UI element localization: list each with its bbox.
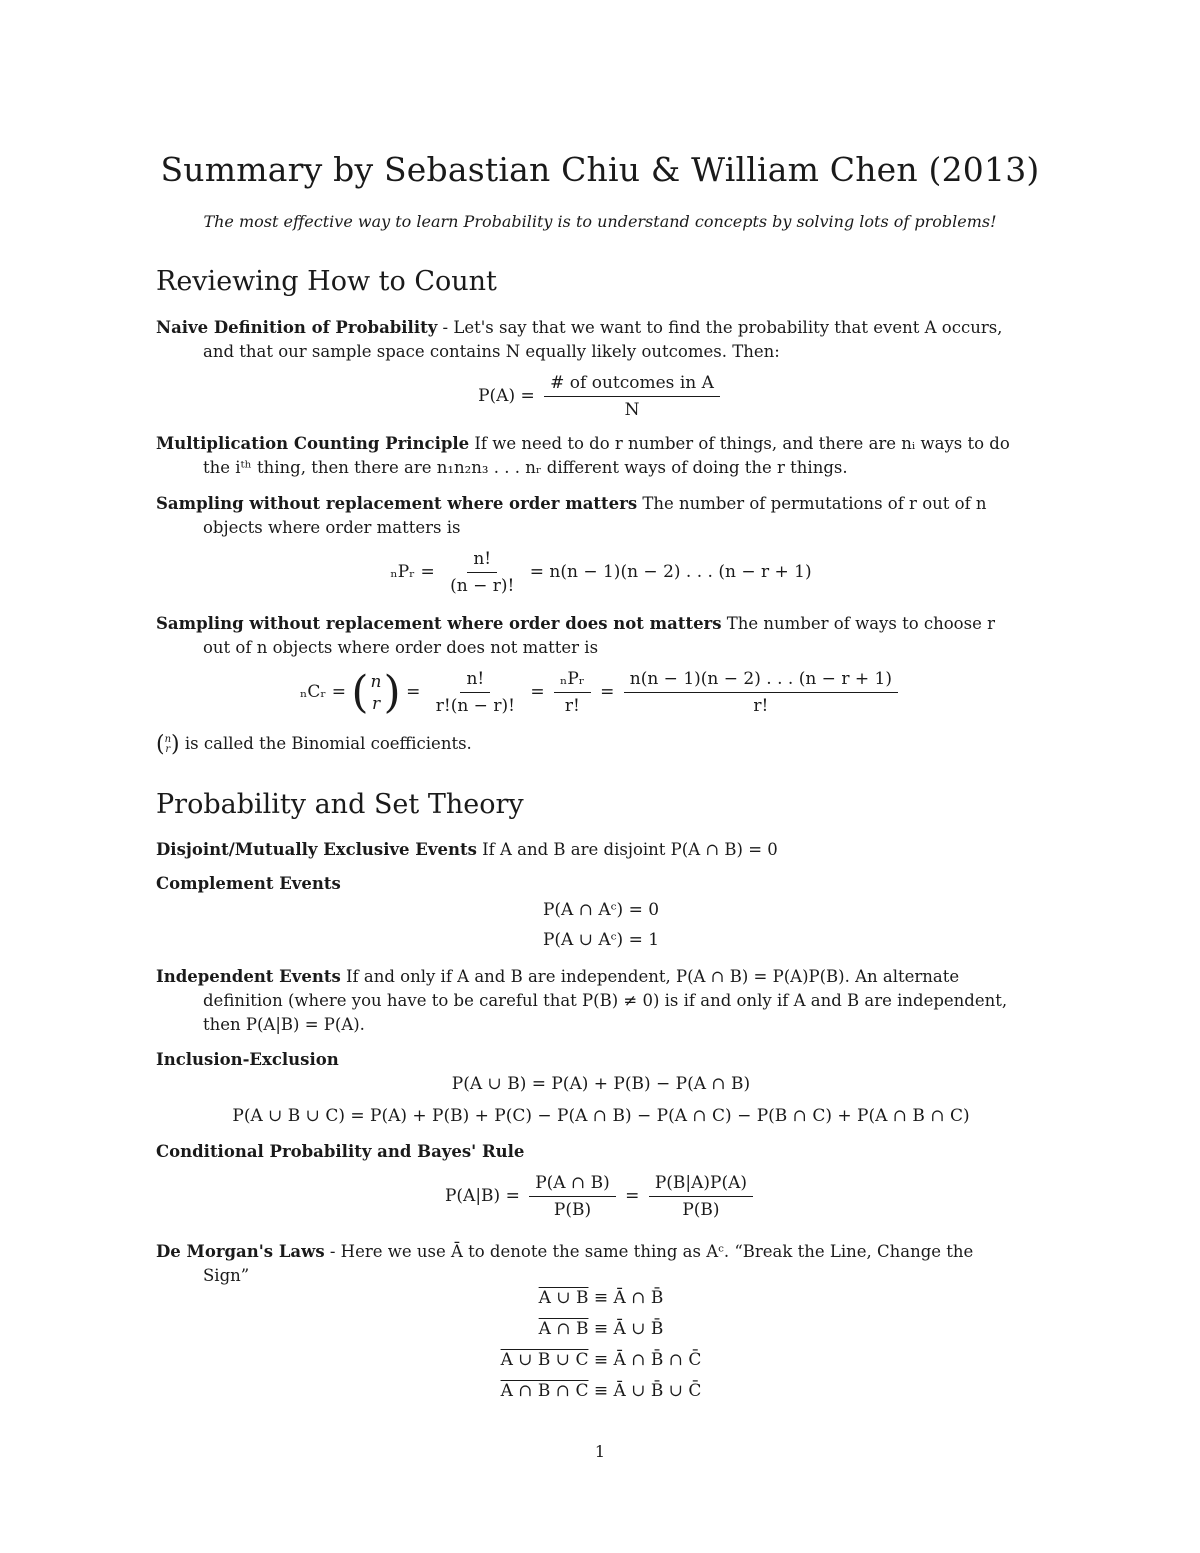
- term-permutations: Sampling without replacement where order matters: [156, 494, 638, 513]
- demorgan-l1-rhs: ≡ Ā ∩ B̄: [588, 1288, 664, 1308]
- comb-line2: out of n objects where order does not matter is: [203, 638, 599, 657]
- section-heading-counting: Reviewing How to Count: [156, 266, 497, 297]
- demorgan-l2-lhs: A ∩ B: [538, 1319, 589, 1339]
- demorgan-law-1: [156, 1286, 1046, 1310]
- complement-eq-2: P(A ∪ Aᶜ) = 1: [542, 930, 660, 950]
- bayes-f2-denominator: P(B): [682, 1200, 720, 1220]
- entry-disjoint: [156, 838, 1046, 862]
- naive-line1: - Let's say that we want to find the probability that event A occurs,: [437, 318, 1003, 337]
- demorgan-l4-rhs: ≡ Ā ∪ B̄ ∪ C̄: [588, 1381, 702, 1401]
- equation-bayes: P(A|B) = $\frac{P(A \cap B)}{P(B)}$ = $\frac{P(B|A)P(A)}{P(B)}$: [156, 1172, 1046, 1221]
- comb-fraction-1: [430, 668, 521, 717]
- comb-f3-numerator: n(n − 1)(n − 2) . . . (n − r + 1): [624, 668, 898, 693]
- bayes-f1-denominator: P(B): [553, 1200, 592, 1220]
- entry-inclusion-exclusion: [156, 1048, 1046, 1072]
- perm-numerator: n!: [467, 548, 497, 573]
- page-number: 1: [594, 1442, 606, 1461]
- comb-f1-numerator: n!: [460, 668, 490, 693]
- binomial-note-text: is called the Binomial coefficients.: [179, 734, 472, 753]
- comb-fraction-2: [554, 668, 591, 717]
- bayes-f1-numerator: P(A ∩ B): [529, 1172, 616, 1197]
- independent-line2: definition (where you have to be careful that P(B) ≠ 0) is if and only if A and B are independent,: [203, 991, 1008, 1010]
- small-binom-top: n: [164, 733, 172, 745]
- naive-denominator: N: [624, 400, 640, 420]
- section-heading-sets: Probability and Set Theory: [156, 789, 524, 820]
- perm-denominator: (n − r)!: [450, 576, 515, 596]
- inclusion-eq-2: P(A ∪ B ∪ C) = P(A) + P(B) + P(C) − P(A ∩ B) − P(A ∩ C) − P(B ∩ C) + P(A ∩ B ∩ C): [232, 1106, 970, 1126]
- comb-eq-lhs: ₙCᵣ =: [300, 682, 346, 702]
- entry-de-morgan: [156, 1240, 1046, 1288]
- comb-f3-denominator: r!: [753, 696, 769, 716]
- entry-permutations: [156, 492, 1046, 540]
- term-complement: Complement Events: [156, 874, 341, 893]
- comb-f1-denominator: r!(n − r)!: [435, 696, 515, 716]
- naive-numerator: # of outcomes in A: [544, 372, 720, 397]
- comb-line1: The number of ways to choose r: [721, 614, 995, 633]
- entry-naive-definition: [156, 316, 1046, 364]
- naive-fraction: [544, 372, 720, 421]
- demorgan-l3-rhs: ≡ Ā ∩ B̄ ∩ C̄: [588, 1350, 702, 1370]
- term-bayes: Conditional Probability and Bayes' Rule: [156, 1142, 525, 1161]
- equation-combinations: ₙCᵣ = ( n r ) = $\frac{n!}{r!(n - r)!}$ = $\frac{\text{ₙPᵣ}}{r!}$ = $\frac{n(n - 1)(n - 2) . . . (n - r + 1)}{r!}$: [156, 668, 1046, 717]
- entry-bayes: [156, 1140, 1046, 1164]
- small-binom-bottom: r: [165, 743, 171, 755]
- bayes-eq-lhs: P(A|B) =: [444, 1186, 520, 1206]
- binom-top: n: [370, 671, 382, 692]
- disjoint-text: If A and B are disjoint P(A ∩ B) = 0: [476, 840, 778, 859]
- term-combinations: Sampling without replacement where order does not matters: [156, 614, 722, 633]
- naive-eq-lhs: P(A) =: [478, 386, 535, 406]
- demorgan-l1-lhs: A ∪ B: [538, 1288, 589, 1308]
- small-binomial: ( n r ): [156, 731, 180, 757]
- bayes-fraction-1: [529, 1172, 616, 1221]
- term-inclusion-exclusion: Inclusion-Exclusion: [156, 1050, 339, 1069]
- perm-eq-rhs: = n(n − 1)(n − 2) . . . (n − r + 1): [529, 562, 812, 582]
- demorgan-l2-rhs: ≡ Ā ∪ B̄: [588, 1319, 664, 1339]
- binomial-note: [156, 732, 1046, 756]
- demorgan-line2: Sign”: [203, 1266, 250, 1285]
- comb-f2-numerator: ₙPᵣ: [554, 668, 591, 693]
- binomial-coefficient: ( n r ): [351, 666, 401, 718]
- perm-line1: The number of permutations of r out of n: [637, 494, 987, 513]
- document-title: Summary by Sebastian Chiu & William Chen (2013): [160, 150, 1040, 189]
- term-independent: Independent Events: [156, 967, 341, 986]
- demorgan-law-4: [156, 1379, 1046, 1403]
- term-disjoint: Disjoint/Mutually Exclusive Events: [156, 840, 477, 859]
- demorgan-law-2: [156, 1317, 1046, 1341]
- complement-eq-1: P(A ∩ Aᶜ) = 0: [542, 900, 660, 920]
- demorgan-l3-lhs: A ∪ B ∪ C: [500, 1350, 589, 1370]
- demorgan-line1: - Here we use Ā to denote the same thing as Aᶜ. “Break the Line, Change the: [324, 1242, 974, 1261]
- independent-line3: then P(A|B) = P(A).: [203, 1015, 365, 1034]
- document-subtitle: The most effective way to learn Probability is to understand concepts by solving lots of problems!: [203, 212, 997, 231]
- demorgan-l4-lhs: A ∩ B ∩ C: [500, 1381, 589, 1401]
- entry-combinations: [156, 612, 1046, 660]
- bayes-fraction-2: [649, 1172, 753, 1221]
- equation-naive-probability: [156, 372, 1046, 421]
- perm-eq-lhs: ₙPᵣ =: [390, 562, 435, 582]
- comb-fraction-3: [624, 668, 898, 717]
- term-de-morgan: De Morgan's Laws: [156, 1242, 325, 1261]
- term-naive-definition: Naive Definition of Probability: [156, 318, 438, 337]
- equation-permutations: [156, 548, 1046, 597]
- comb-f2-denominator: r!: [564, 696, 580, 716]
- bayes-f2-numerator: P(B|A)P(A): [649, 1172, 753, 1197]
- entry-complement: [156, 872, 1046, 896]
- inclusion-eq-1: P(A ∪ B) = P(A) + P(B) − P(A ∩ B): [451, 1074, 751, 1094]
- perm-line2: objects where order matters is: [203, 518, 461, 537]
- naive-line2: and that our sample space contains N equally likely outcomes. Then:: [203, 342, 780, 361]
- mult-line1: If we need to do r number of things, and there are nᵢ ways to do: [469, 434, 1010, 453]
- entry-multiplication-principle: [156, 432, 1046, 480]
- entry-independent: [156, 965, 1046, 1037]
- demorgan-law-3: [156, 1348, 1046, 1372]
- independent-line1: If and only if A and B are independent, P(A ∩ B) = P(A)P(B). An alternate: [340, 967, 960, 986]
- perm-fraction: [444, 548, 520, 597]
- term-multiplication-principle: Multiplication Counting Principle: [156, 434, 470, 453]
- binom-bottom: r: [371, 693, 381, 714]
- mult-line2: the iᵗʰ thing, then there are n₁n₂n₃ . . . nᵣ different ways of doing the r things.: [203, 458, 848, 477]
